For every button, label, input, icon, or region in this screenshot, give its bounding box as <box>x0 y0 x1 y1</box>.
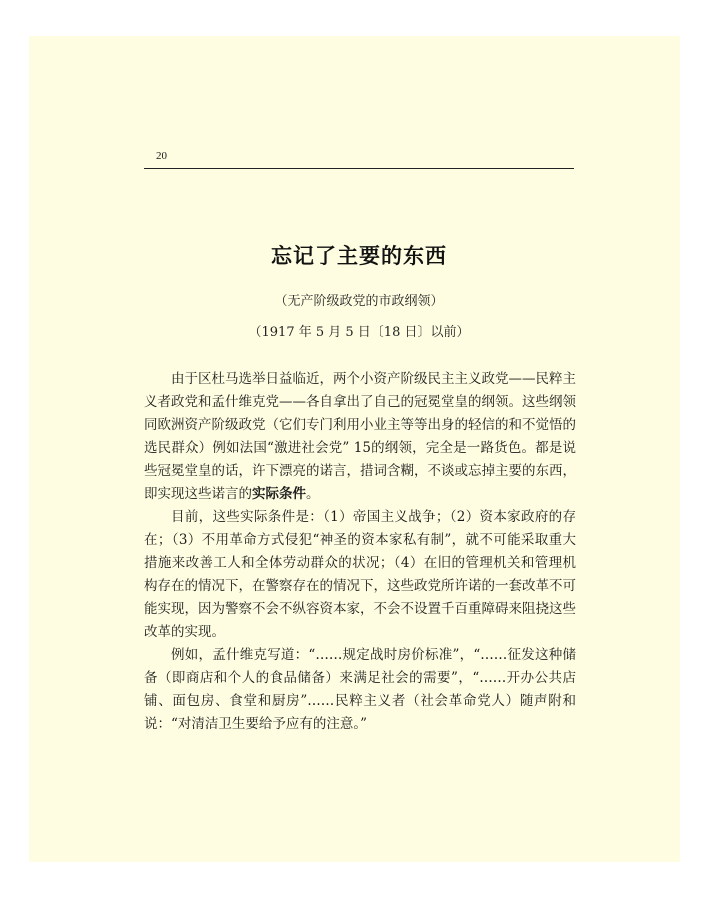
page-number: 20 <box>156 150 167 162</box>
article-subtitle: （无产阶级政党的市政纲领） <box>274 294 444 309</box>
paragraph-1-emphasis: 实际条件 <box>252 486 306 502</box>
paragraph-1-text: 由于区杜马选举日益临近，两个小资产阶级民主主义政党——民粹主义者政党和孟什维克党——各自拿出了自己的冠冕堂皇的纲领。这些纲领同欧洲资产阶级政党（它们专门利用小业主等等出身的轻信的和不觉悟的选民群众）例如法国“激进社会党” 15的纲领，完全是一路货色。都是说些冠冕堂皇的话，许下漂亮的诺言，措词含糊，不谈或忘掉主要的东西，即实现这些诺言的 <box>144 371 576 502</box>
article-body <box>144 368 576 736</box>
paragraph-3: 例如，孟什维克写道：“……规定战时房价标准”，“……征发这种储备（即商店和个人的食品储备）来满足社会的需要”，“……开办公共店铺、面包房、食堂和厨房”……民粹主义者（社会革命党人）随声附和说：“对清洁卫生要给予应有的注意。” <box>144 647 576 732</box>
article-title: 忘记了主要的东西 <box>271 244 447 268</box>
paragraph-1-end: 。 <box>306 486 320 502</box>
paragraph-2: 目前，这些实际条件是：（1）帝国主义战争；（2）资本家政府的存在；（3）不用革命方式侵犯“神圣的资本家私有制”，就不可能采取重大措施来改善工人和全体劳动群众的状况；（4）在旧的管理机关和管理机构存在的情况下，在警察存在的情况下，这些政党所许诺的一套改革不可能实现，因为警察不会不纵容资本家，不会不设置千百重障碍来阻挠这些改革的实现。 <box>144 509 576 640</box>
article-date: （1917 年 5 月 5 日〔18 日〕以前） <box>248 325 470 340</box>
paragraph-1 <box>144 368 576 506</box>
header-rule <box>144 168 574 169</box>
